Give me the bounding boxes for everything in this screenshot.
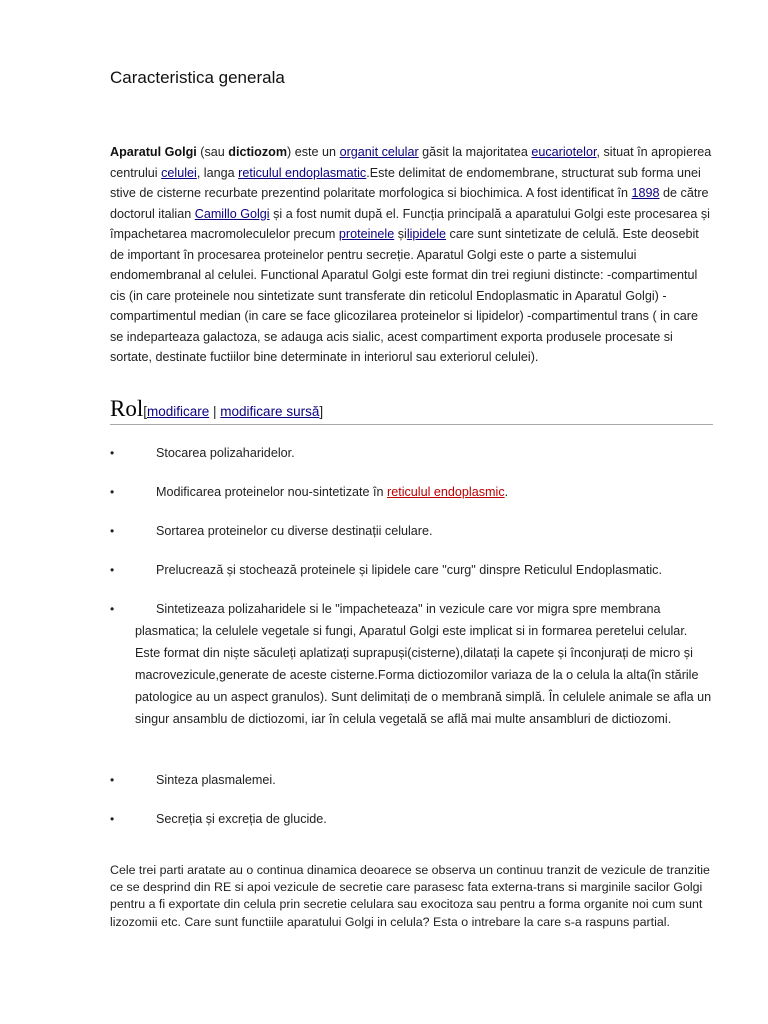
link-celulei[interactable]: celulei xyxy=(161,165,197,180)
term-dictiozom: dictiozom xyxy=(228,145,288,159)
bullet-marker: • xyxy=(110,524,115,538)
closing-paragraph: Cele trei parti aratate au o continua dinamica deoarece se observa un continuu tranzit de vezicule de tranzitie ce se desprind din RE si apoi vezicule de secretie care parasesc fata externa-trans si marginile sacilor Golgi pentru a fi exportate din celula prin secretie celulara sau exocitoza sau pentru a forma organite noi cum sunt lizozomii etc. Care sunt functiile aparatului Golgi in celula? Esta o intrebare la care s-a raspuns partial. xyxy=(110,863,710,929)
link-organit-celular[interactable]: organit celular xyxy=(339,145,419,159)
bullet-marker: • xyxy=(110,563,115,577)
edit-links: [modificare | modificare sursă] xyxy=(143,404,324,419)
bullet-marker: • xyxy=(110,773,115,787)
link-eucariotelor[interactable]: eucariotelor xyxy=(531,145,597,159)
term-golgi: Aparatul Golgi xyxy=(110,145,197,159)
link-lipidele[interactable]: lipidele xyxy=(406,227,447,241)
edit-link[interactable]: modificare xyxy=(147,404,210,419)
link-reticulul-endoplasmatic[interactable]: reticulul endoplasmatic xyxy=(238,165,367,180)
bullet-marker: • xyxy=(110,602,115,616)
link-proteinele[interactable]: proteinele xyxy=(338,227,395,241)
edit-source-link[interactable]: modificare sursă xyxy=(220,404,320,419)
heading-text: Rol xyxy=(110,396,144,421)
link-reticulul-endoplasmic[interactable]: reticulul endoplasmic xyxy=(387,485,505,499)
bullet-marker: • xyxy=(110,485,115,499)
bullet-marker: • xyxy=(110,446,115,460)
link-1898[interactable]: 1898 xyxy=(631,186,660,200)
bullet-marker: • xyxy=(110,812,115,826)
link-camillo-golgi[interactable]: Camillo Golgi xyxy=(194,206,270,221)
section-heading-rol xyxy=(110,396,713,425)
section-title: Caracteristica generala xyxy=(110,68,285,87)
intro-paragraph: Aparatul Golgi (sau dictiozom) este un organit celular găsit la majoritatea eucariotelor, situat în apropierea centrului celulei, langa reticulul endoplasmatic.Este delimitat de endomembrane, structurat sub forma unei stive de cisterne recurbate prezentind polaritate morfologica si biochimica. A fost identificat în 1898 de către doctorul italian Camillo Golgi și a fost numit după el. Funcția principală a aparatului Golgi este procesarea și împachetarea macromoleculelor precum proteinele șilipidele care sunt sintetizate de celulă. Este deosebit de important în procesarea proteinelor pentru secreție. Aparatul Golgi este o parte a sistemului endomembranal al celulei. Functional Aparatul Golgi este format din trei regiuni distincte: -compartimentul cis (in care proteinele nou sintetizate sunt transferate din reticolul Endoplasmatic in Aparatul Golgi) -compartimentul median (in care se face glicozilarea proteinelor si lipidelor) -compartimentul trans ( in care se indeparteaza galactoza, se adauga acis sialic, acest compartiment exporta produsele procesate si sortate, destinate fuctiilor bine determinate in interiorul sau exteriorul celulei). xyxy=(110,145,712,364)
